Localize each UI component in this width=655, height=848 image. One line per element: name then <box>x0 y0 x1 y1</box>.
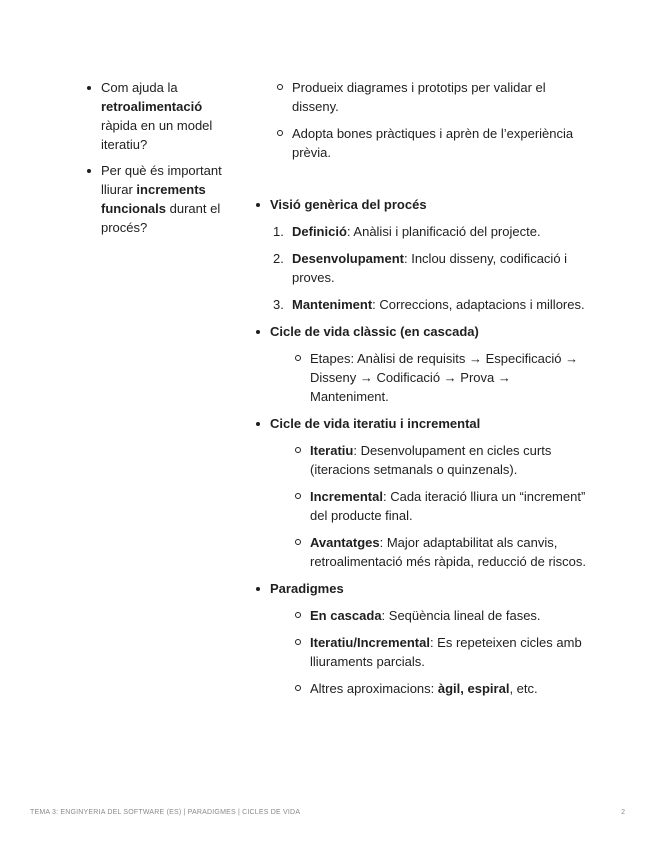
phase-list <box>270 222 592 314</box>
section-vision <box>252 195 592 314</box>
list-item <box>273 222 592 241</box>
item-separator: , <box>460 681 468 696</box>
sub-list <box>270 441 592 571</box>
item-desc: Altres aproximacions: <box>310 681 438 696</box>
sub-list <box>270 349 592 406</box>
item-term: En cascada <box>310 608 382 623</box>
list-item: Etapes: Anàlisi de requisits → Especificació → Disseny → Codificació → Prova → Manteniment. <box>292 349 592 406</box>
continued-sub-list <box>252 78 592 162</box>
list-item <box>292 533 592 571</box>
item-term: Manteniment <box>292 297 373 312</box>
item-desc: : Correccions, adaptacions i millores. <box>372 297 585 312</box>
main-topic-list <box>252 195 592 698</box>
page-footer: TEMA 3: ENGINYERIA DEL SOFTWARE (ES) | PARADIGMES | CICLES DE VIDA <box>30 809 301 816</box>
item-desc: : Desenvolupament en cicles curts (iteracions setmanals o quinzenals). <box>310 443 552 477</box>
question-keyword: retroalimentació <box>101 99 203 114</box>
item-desc: : Seqüència lineal de fases. <box>381 608 541 623</box>
list-item <box>292 679 592 698</box>
section-iterative <box>252 414 592 571</box>
item-term: Definició <box>292 224 347 239</box>
item-desc: : Cada iteració lliura un “increment” del producte final. <box>310 489 586 523</box>
question-text: durant el procés? <box>101 201 221 235</box>
section-classic <box>252 322 592 406</box>
question-keyword: increments funcionals <box>101 182 206 216</box>
section-paradigms <box>252 579 592 698</box>
left-question-column <box>84 78 224 244</box>
item-term: Incremental <box>310 489 383 504</box>
item-term: Avantatges <box>310 535 380 550</box>
section-title: Paradigmes <box>270 581 344 596</box>
section-title: Visió genèrica del procés <box>270 197 427 212</box>
section-title: Cicle de vida iteratiu i incremental <box>270 416 481 431</box>
list-item <box>84 78 224 154</box>
item-term: àgil <box>437 681 461 696</box>
question-text: Per què és important lliurar <box>101 163 222 197</box>
item-desc: , etc. <box>509 681 538 696</box>
question-text: Com ajuda la <box>101 80 178 95</box>
list-item: Adopta bones pràctiques i aprèn de l’experiència prèvia. <box>274 124 592 162</box>
question-list <box>84 78 224 237</box>
list-item <box>273 249 592 287</box>
item-term: Iteratiu <box>310 443 354 458</box>
question-text: ràpida en un model iteratiu? <box>101 118 213 152</box>
list-item <box>273 295 592 314</box>
item-desc: : Major adaptabilitat als canvis, retroalimentació més ràpida, reducció de riscos. <box>310 535 587 569</box>
page-number: 2 <box>621 809 625 816</box>
section-title: Cicle de vida clàssic (en cascada) <box>270 324 479 339</box>
item-term: espiral <box>467 681 510 696</box>
list-item <box>292 487 592 525</box>
list-item <box>292 633 592 671</box>
list-item <box>292 441 592 479</box>
item-number: 3. <box>273 297 284 312</box>
sub-list <box>270 606 592 698</box>
item-desc: : Es repeteixen cicles amb lliuraments parcials. <box>310 635 582 669</box>
item-term: Desenvolupament <box>292 251 404 266</box>
list-item <box>84 161 224 237</box>
item-term: Iteratiu/Incremental <box>310 635 430 650</box>
main-content-column <box>252 78 592 706</box>
list-item <box>292 606 592 625</box>
item-desc: : Anàlisi i planificació del projecte. <box>346 224 541 239</box>
item-desc: : Inclou disseny, codificació i proves. <box>292 251 568 285</box>
list-item: Produeix diagrames i prototips per validar el disseny. <box>274 78 592 116</box>
item-number: 1. <box>273 224 284 239</box>
item-number: 2. <box>273 251 284 266</box>
